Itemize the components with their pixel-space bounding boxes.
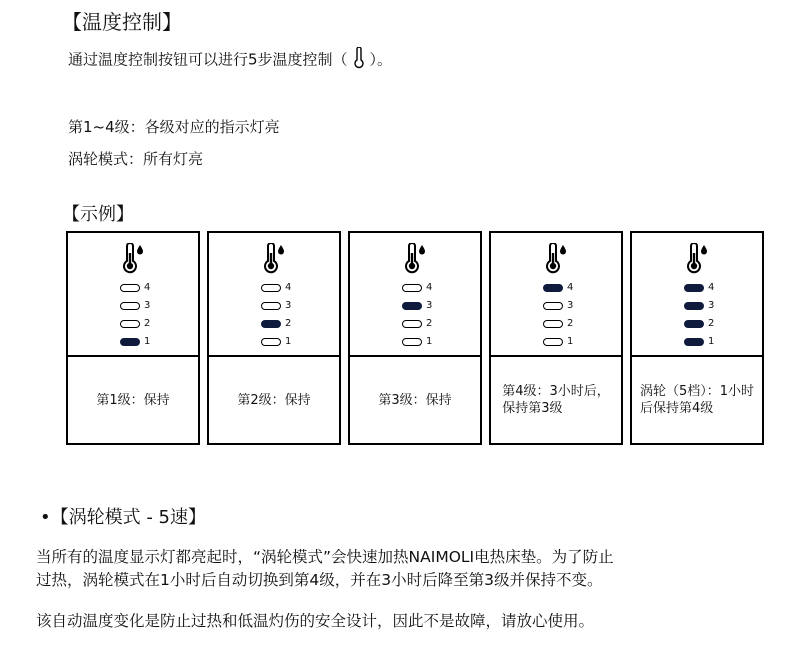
paragraph-2: 该自动温度变化是防止过热和低温灼伤的安全设计，因此不是故障，请放心使用。 bbox=[36, 612, 595, 630]
level-number: 3 bbox=[708, 300, 715, 311]
level-indicator-4 bbox=[261, 281, 309, 297]
rule-turbo: 涡轮模式：所有灯亮 bbox=[68, 150, 204, 168]
level-number: 1 bbox=[567, 336, 574, 347]
paragraph-1-line-1: 当所有的温度显示灯都亮起时，“涡轮模式”会快速加热NAIMOLI电热床垫。为了防止 bbox=[36, 548, 614, 566]
level-indicator-1 bbox=[402, 335, 450, 351]
caption-line: 后保持第4级 bbox=[639, 401, 714, 416]
thermometer-icon bbox=[543, 243, 569, 279]
example-card-2 bbox=[207, 231, 341, 445]
card-indicator-panel bbox=[68, 233, 198, 357]
turbo-heading: •【涡轮模式 - 5速】 bbox=[40, 507, 207, 528]
level-number: 3 bbox=[567, 300, 574, 311]
level-indicator-3 bbox=[402, 299, 450, 315]
rule-levels: 第1~4级：各级对应的指示灯亮 bbox=[68, 118, 280, 136]
intro-text bbox=[68, 47, 392, 73]
level-indicator-3 bbox=[120, 299, 168, 315]
card-indicator-panel bbox=[209, 233, 339, 357]
card-indicator-panel bbox=[632, 233, 762, 357]
level-number: 4 bbox=[285, 282, 292, 293]
intro-prefix: 通过温度控制按钮可以进行5步温度控制（ bbox=[68, 50, 348, 69]
level-indicator-2 bbox=[120, 317, 168, 333]
indicator-light bbox=[261, 338, 281, 346]
indicator-light bbox=[684, 320, 704, 328]
level-number: 2 bbox=[426, 318, 433, 329]
level-number: 1 bbox=[285, 336, 292, 347]
intro-suffix: ）。 bbox=[369, 50, 393, 69]
section-title: 【温度控制】 bbox=[62, 10, 182, 34]
level-number: 2 bbox=[144, 318, 151, 329]
level-indicator-2 bbox=[684, 317, 732, 333]
card-caption bbox=[632, 357, 762, 443]
example-card-3 bbox=[348, 231, 482, 445]
caption-line: 第4级：3小时后， bbox=[502, 384, 610, 399]
level-indicator-2 bbox=[402, 317, 450, 333]
indicator-light bbox=[684, 302, 704, 310]
card-caption bbox=[209, 357, 339, 443]
paragraph-1-line-2: 过热，涡轮模式在1小时后自动切换到第4级，并在3小时后降至第3级并保持不变。 bbox=[36, 571, 603, 589]
level-number: 3 bbox=[285, 300, 292, 311]
card-caption bbox=[68, 357, 198, 443]
indicator-light bbox=[261, 320, 281, 328]
level-number: 2 bbox=[567, 318, 574, 329]
indicator-light bbox=[120, 320, 140, 328]
level-indicator-4 bbox=[543, 281, 591, 297]
level-number: 4 bbox=[567, 282, 574, 293]
level-number: 3 bbox=[426, 300, 433, 311]
level-number: 1 bbox=[144, 336, 151, 347]
indicator-light bbox=[543, 320, 563, 328]
level-indicator-1 bbox=[120, 335, 168, 351]
level-indicator-3 bbox=[684, 299, 732, 315]
level-number: 4 bbox=[144, 282, 151, 293]
example-title: 【示例】 bbox=[62, 204, 134, 225]
card-indicator-panel bbox=[350, 233, 480, 357]
card-caption bbox=[491, 357, 621, 443]
level-indicator-1 bbox=[684, 335, 732, 351]
level-indicator-4 bbox=[402, 281, 450, 297]
indicator-light bbox=[261, 284, 281, 292]
level-number: 1 bbox=[426, 336, 433, 347]
example-card-1 bbox=[66, 231, 200, 445]
level-indicator-1 bbox=[543, 335, 591, 351]
level-indicator-3 bbox=[543, 299, 591, 315]
level-indicator-3 bbox=[261, 299, 309, 315]
indicator-light bbox=[543, 302, 563, 310]
level-indicator-4 bbox=[120, 281, 168, 297]
thermometer-icon bbox=[352, 47, 366, 73]
indicator-light bbox=[120, 284, 140, 292]
indicator-light bbox=[402, 338, 422, 346]
level-indicator-2 bbox=[543, 317, 591, 333]
level-number: 3 bbox=[144, 300, 151, 311]
indicator-light bbox=[543, 338, 563, 346]
indicator-light bbox=[261, 302, 281, 310]
thermometer-icon bbox=[402, 243, 428, 279]
card-indicator-panel bbox=[491, 233, 621, 357]
caption-line: 第1级：保持 bbox=[96, 392, 170, 408]
indicator-light bbox=[402, 284, 422, 292]
example-card-5 bbox=[630, 231, 764, 445]
level-number: 1 bbox=[708, 336, 715, 347]
indicator-light bbox=[543, 284, 563, 292]
caption-line: 涡轮（5档）：1小时 bbox=[639, 384, 755, 399]
indicator-light bbox=[120, 302, 140, 310]
thermometer-icon bbox=[120, 243, 146, 279]
level-number: 4 bbox=[426, 282, 433, 293]
indicator-light bbox=[402, 302, 422, 310]
example-card-4 bbox=[489, 231, 623, 445]
level-indicator-4 bbox=[684, 281, 732, 297]
level-number: 2 bbox=[708, 318, 715, 329]
level-number: 4 bbox=[708, 282, 715, 293]
level-indicator-1 bbox=[261, 335, 309, 351]
caption-line: 保持第3级 bbox=[502, 401, 563, 416]
card-caption bbox=[350, 357, 480, 443]
thermometer-icon bbox=[684, 243, 710, 279]
level-indicator-2 bbox=[261, 317, 309, 333]
indicator-light bbox=[120, 338, 140, 346]
thermometer-icon bbox=[261, 243, 287, 279]
level-number: 2 bbox=[285, 318, 292, 329]
indicator-light bbox=[684, 284, 704, 292]
indicator-light bbox=[402, 320, 422, 328]
caption-line: 第3级：保持 bbox=[378, 392, 452, 408]
caption-line: 第2级：保持 bbox=[237, 392, 311, 408]
indicator-light bbox=[684, 338, 704, 346]
